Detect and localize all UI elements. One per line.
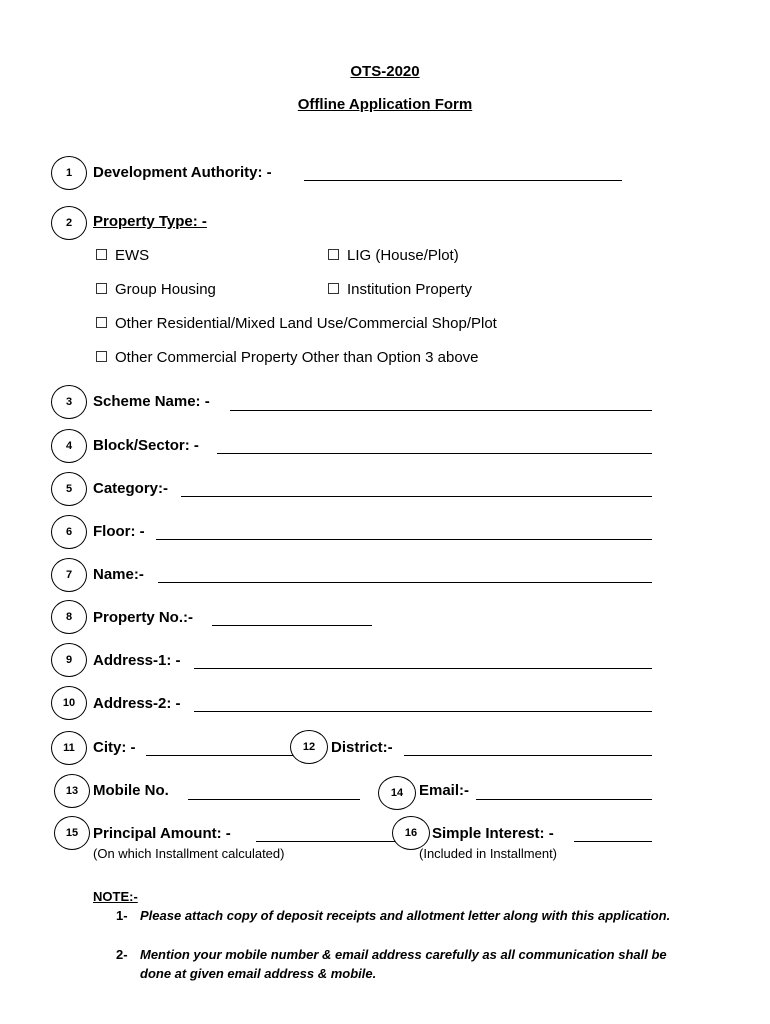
note-item-number: 2- <box>116 947 128 962</box>
note-item-text: Mention your mobile number & email address carefully as all communication shall be done at given email address & mobile. <box>140 947 667 981</box>
address-1-field[interactable] <box>194 668 652 669</box>
field-number-badge: 16 <box>392 816 430 850</box>
form-subtitle: Offline Application Form <box>297 96 473 113</box>
field-number-badge: 7 <box>51 558 87 592</box>
block-sector-label: Block/Sector: - <box>93 437 199 454</box>
checkbox-ews[interactable] <box>96 249 107 260</box>
option-group-housing[interactable] <box>96 281 216 298</box>
scheme-name-field[interactable] <box>230 410 652 411</box>
option-lig-label: LIG (House/Plot) <box>347 247 459 264</box>
option-other-residential-label: Other Residential/Mixed Land Use/Commercial Shop/Plot <box>115 315 497 332</box>
email-field[interactable] <box>476 799 652 800</box>
field-number-badge: 15 <box>54 816 90 850</box>
district-label: District:- <box>331 739 393 756</box>
development-authority-label: Development Authority: - <box>93 164 272 181</box>
development-authority-field[interactable] <box>304 180 622 181</box>
field-number-badge: 9 <box>51 643 87 677</box>
district-field[interactable] <box>404 755 652 756</box>
field-number-badge: 13 <box>54 774 90 808</box>
principal-amount-note: (On which Installment calculated) <box>93 846 285 861</box>
property-no-field[interactable] <box>212 625 372 626</box>
mobile-no-field[interactable] <box>188 799 360 800</box>
note-item-1 <box>116 906 680 925</box>
option-institution-label: Institution Property <box>347 281 473 298</box>
option-institution[interactable] <box>328 281 472 298</box>
category-label: Category:- <box>93 480 169 497</box>
city-field[interactable] <box>146 755 294 756</box>
mobile-no-label: Mobile No. <box>93 782 169 799</box>
field-number-badge: 12 <box>290 730 328 764</box>
field-number-badge: 2 <box>51 206 87 240</box>
checkbox-institution[interactable] <box>328 283 339 294</box>
name-label: Name:- <box>93 566 144 583</box>
scheme-name-label: Scheme Name: - <box>93 393 210 410</box>
property-type-label: Property Type: - <box>93 213 207 230</box>
option-ews[interactable] <box>96 247 149 264</box>
name-field[interactable] <box>158 582 652 583</box>
property-no-label: Property No.:- <box>93 609 194 626</box>
field-number-badge: 11 <box>51 731 87 765</box>
checkbox-lig[interactable] <box>328 249 339 260</box>
field-number-badge: 10 <box>51 686 87 720</box>
field-number-badge: 14 <box>378 776 416 810</box>
floor-label: Floor: - <box>93 523 145 540</box>
floor-field[interactable] <box>156 539 652 540</box>
principal-amount-label: Principal Amount: - <box>93 825 231 842</box>
email-label: Email:- <box>419 782 470 799</box>
option-lig[interactable] <box>328 247 459 264</box>
simple-interest-field[interactable] <box>574 841 652 842</box>
field-number-badge: 5 <box>51 472 87 506</box>
address-2-field[interactable] <box>194 711 652 712</box>
address-2-label: Address-2: - <box>93 695 181 712</box>
form-title: OTS-2020 <box>350 63 420 80</box>
option-other-residential[interactable] <box>96 315 497 332</box>
city-label: City: - <box>93 739 136 756</box>
option-other-commercial-label: Other Commercial Property Other than Option 3 above <box>115 349 479 366</box>
field-number-badge: 4 <box>51 429 87 463</box>
category-field[interactable] <box>181 496 652 497</box>
field-number-badge: 6 <box>51 515 87 549</box>
simple-interest-note: (Included in Installment) <box>419 846 558 861</box>
note-heading: NOTE:- <box>93 889 138 904</box>
checkbox-group-housing[interactable] <box>96 283 107 294</box>
field-number-badge: 8 <box>51 600 87 634</box>
checkbox-other-commercial[interactable] <box>96 351 107 362</box>
option-group-housing-label: Group Housing <box>115 281 216 298</box>
note-item-text: Please attach copy of deposit receipts and allotment letter along with this application. <box>140 908 671 923</box>
note-item-2 <box>116 945 680 983</box>
address-1-label: Address-1: - <box>93 652 181 669</box>
simple-interest-label: Simple Interest: - <box>432 825 554 842</box>
field-number-badge: 3 <box>51 385 87 419</box>
block-sector-field[interactable] <box>217 453 652 454</box>
checkbox-other-residential[interactable] <box>96 317 107 328</box>
field-number-badge: 1 <box>51 156 87 190</box>
option-ews-label: EWS <box>115 247 150 264</box>
principal-amount-field[interactable] <box>256 841 396 842</box>
option-other-commercial[interactable] <box>96 349 479 366</box>
note-item-number: 1- <box>116 908 128 923</box>
